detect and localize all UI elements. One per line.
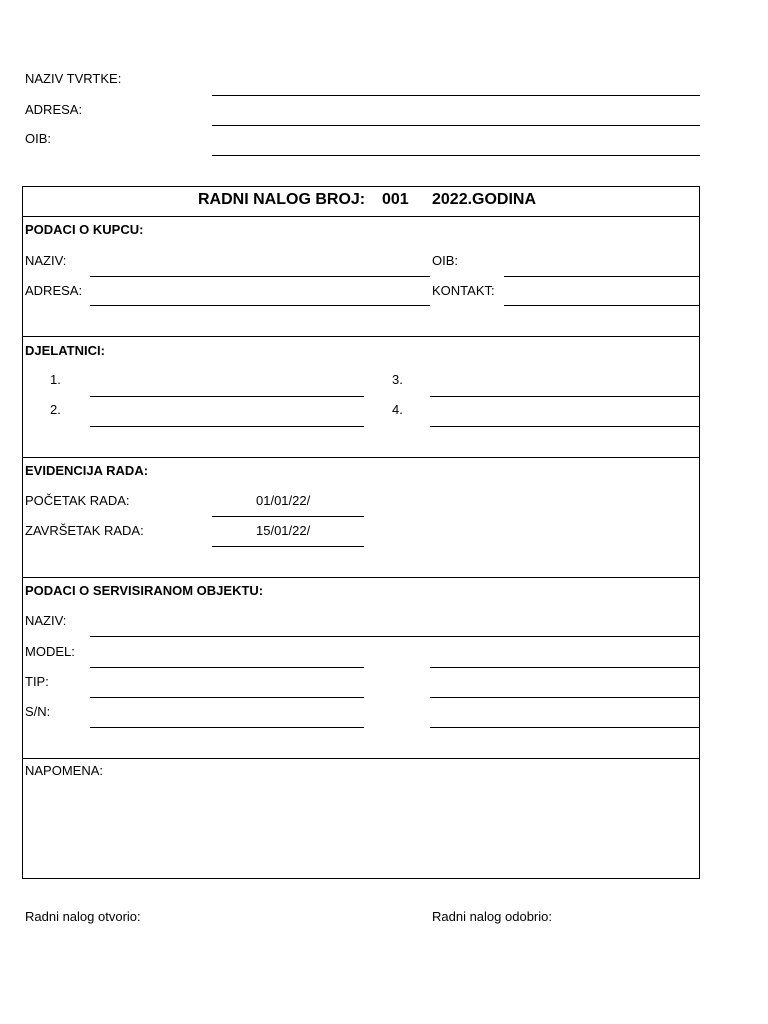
- divider: [23, 457, 699, 458]
- company-address-field[interactable]: [212, 125, 700, 126]
- object-model-label: MODEL:: [25, 644, 75, 659]
- divider: [23, 336, 699, 337]
- object-serial-label: S/N:: [25, 704, 51, 719]
- work-end-label: ZAVRŠETAK RADA:: [25, 523, 144, 538]
- work-log-heading: EVIDENCIJA RADA:: [25, 463, 149, 478]
- worker-3-field[interactable]: [430, 396, 700, 397]
- worker-4-field[interactable]: [430, 426, 700, 427]
- customer-name-label: NAZIV:: [25, 253, 67, 268]
- workers-heading: DJELATNICI:: [25, 343, 105, 358]
- customer-heading: PODACI O KUPCU:: [25, 222, 144, 237]
- object-name-field[interactable]: [90, 636, 700, 637]
- customer-oib-label: OIB:: [432, 253, 459, 268]
- company-name-label: NAZIV TVRTKE:: [25, 71, 122, 86]
- notes-label: NAPOMENA:: [25, 763, 104, 778]
- work-start-value[interactable]: 01/01/22/: [256, 493, 311, 508]
- company-oib-label: OIB:: [25, 131, 52, 146]
- worker-number-1: 1.: [50, 372, 61, 387]
- object-heading: PODACI O SERVISIRANOM OBJEKTU:: [25, 583, 264, 598]
- worker-1-field[interactable]: [90, 396, 364, 397]
- object-model-field-2[interactable]: [430, 667, 700, 668]
- customer-name-field[interactable]: [90, 276, 430, 277]
- divider: [23, 216, 699, 217]
- notes-area[interactable]: [23, 780, 699, 876]
- worker-number-4: 4.: [392, 402, 403, 417]
- approved-by-label: Radni nalog odobrio:: [432, 909, 552, 924]
- opened-by-label: Radni nalog otvorio:: [25, 909, 141, 924]
- work-end-field: [212, 546, 364, 547]
- object-serial-field[interactable]: [90, 727, 364, 728]
- work-end-value[interactable]: 15/01/22/: [256, 523, 311, 538]
- company-name-field[interactable]: [212, 95, 700, 96]
- work-order-year: 2022.GODINA: [432, 191, 537, 208]
- worker-number-3: 3.: [392, 372, 403, 387]
- customer-contact-field[interactable]: [504, 305, 700, 306]
- object-serial-field-2[interactable]: [430, 727, 700, 728]
- customer-contact-label: KONTAKT:: [432, 283, 495, 298]
- object-type-field-2[interactable]: [430, 697, 700, 698]
- divider: [23, 758, 699, 759]
- divider: [23, 577, 699, 578]
- object-type-field[interactable]: [90, 697, 364, 698]
- work-order-title: RADNI NALOG BROJ:: [198, 191, 366, 208]
- work-start-field: [212, 516, 364, 517]
- worker-2-field[interactable]: [90, 426, 364, 427]
- company-oib-field[interactable]: [212, 155, 700, 156]
- customer-address-label: ADRESA:: [25, 283, 83, 298]
- object-type-label: TIP:: [25, 674, 49, 689]
- object-model-field[interactable]: [90, 667, 364, 668]
- customer-address-field[interactable]: [90, 305, 430, 306]
- customer-oib-field[interactable]: [504, 276, 700, 277]
- worker-number-2: 2.: [50, 402, 61, 417]
- company-address-label: ADRESA:: [25, 102, 83, 117]
- work-order-number: 001: [382, 191, 409, 208]
- object-name-label: NAZIV:: [25, 613, 67, 628]
- work-start-label: POČETAK RADA:: [25, 493, 130, 508]
